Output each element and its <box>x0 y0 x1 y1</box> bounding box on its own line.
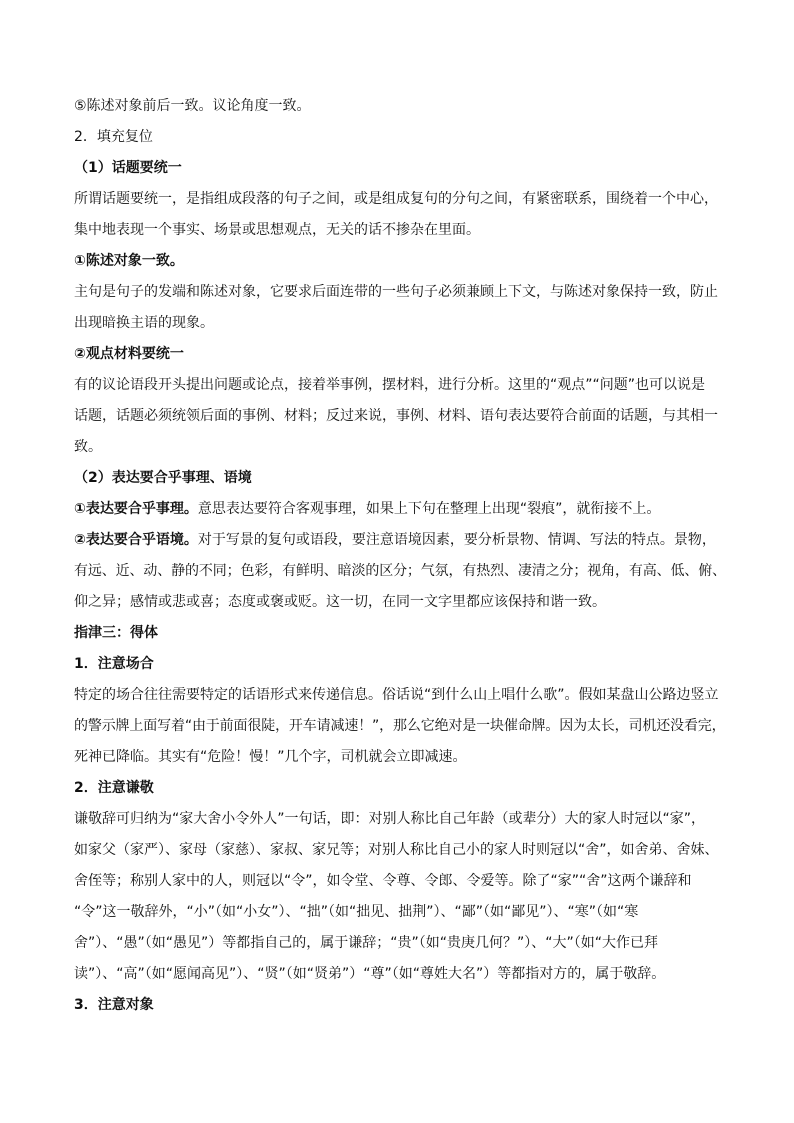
subsection-heading: （2）表达要合乎事理、语境 <box>74 470 252 486</box>
point-label: ①表达要合乎事理。 <box>74 501 198 517</box>
point-text: 意思表达要符合客观事理，如果上下句在整理上出现“裂痕”，就衔接不上。 <box>197 501 661 517</box>
section-heading: 1．注意场合 <box>74 656 154 672</box>
point-heading: ①陈述对象一致。 <box>74 253 184 269</box>
paragraph <box>74 530 726 612</box>
paragraph <box>74 809 726 984</box>
text-line: 特定的场合往往需要特定的话语形式来传递信息。俗话说“到什么山上唱什么歌”。假如某盘山公路边竖立 <box>74 687 719 703</box>
section-heading: 3．注意对象 <box>74 997 154 1013</box>
section-heading: 2．注意谦敬 <box>74 780 154 796</box>
text-line: 读”）、“高”（如“愿闻高见”）、“贤”（如“贤弟”）“尊”（如“尊姓大名”）等都指对方的，属于敬辞。 <box>74 966 666 982</box>
point-text: 对于写景的复句或语段，要注意语境因素，要分析景物、情调、写法的特点。景物， <box>197 532 716 548</box>
text-line: 的警示牌上面写着“由于前面很陡，开车请减速！”，那么它绝对是一块催命牌。因为太长，司机还没看完， <box>74 718 726 734</box>
section-heading: 2．填充复位 <box>74 129 153 145</box>
text-line: 谦敬辞可归纳为“家大舍小令外人”一句话，即：对别人称比自己年龄（或辈分）大的家人时冠以“家”， <box>74 811 706 827</box>
point-label: ②表达要合乎语境。 <box>74 532 198 548</box>
text-line: 出现暗换主语的现象。 <box>74 315 214 331</box>
document-page <box>74 96 726 1015</box>
text-line: 死神已降临。其实有“危险！慢！”几个字，司机就会立即减速。 <box>74 749 467 765</box>
text-line: “令”这一敬辞外，“小”（如“小女”）、“拙”（如“拙见、拙荆”）、“鄙”（如“鄙见”）、“寒”（如“寒 <box>74 904 639 920</box>
text-line: 致。 <box>74 439 102 455</box>
paragraph <box>74 282 726 333</box>
text-line: ⑤陈述对象前后一致。议论角度一致。 <box>74 98 311 114</box>
text-line <box>74 530 726 550</box>
paragraph <box>74 375 726 457</box>
text-line: 主句是句子的发端和陈述对象，它要求后面连带的一些句子必须兼顾上下文，与陈述对象保持一致，防止 <box>74 284 718 300</box>
text-line: 话题，话题必须统领后面的事例、材料；反过来说，事例、材料、语句表达要符合前面的话题，与其相一 <box>74 408 718 424</box>
text-line: 集中地表现一个事实、场景或思想观点，无关的话不掺杂在里面。 <box>74 222 480 238</box>
subsection-heading: （1）话题要统一 <box>74 160 182 176</box>
text-line: 舍侄等；称别人家中的人，则冠以“令”，如令堂、令尊、令郎、令爱等。除了“家”“舍”这两个谦辞和 <box>74 873 692 889</box>
paragraph <box>74 685 726 767</box>
text-line <box>74 499 726 519</box>
text-line: 所谓话题要统一，是指组成段落的句子之间，或是组成复句的分句之间，有紧密联系，围绕着一个中心， <box>74 191 718 207</box>
paragraph <box>74 189 726 240</box>
point-heading: ②观点材料要统一 <box>74 346 184 362</box>
text-line: 仰之异；感情或悲或喜；态度或褒或贬。这一切，在同一文字里都应该保持和谐一致。 <box>74 594 606 610</box>
text-line: 有的议论语段开头提出问题或论点，接着举事例，摆材料，进行分析。这里的“观点”“问题”也可以说是 <box>74 377 706 393</box>
text-line: 有远、近、动、静的不同；色彩，有鲜明、暗淡的区分；气氛，有热烈、凄清之分；视角，有高、低、俯、 <box>74 563 726 579</box>
guide-heading: 指津三：得体 <box>74 625 158 641</box>
text-line: 舍”）、“愚”（如“愚见”）等都指自己的，属于谦辞；“贵”（如“贵庚几何？”）、“大”（如“大作已拜 <box>74 935 659 951</box>
text-line: 如家父（家严）、家母（家慈）、家叔、家兄等；对别人称比自己小的家人时则冠以“舍”，如舍弟、舍妹、 <box>74 842 719 858</box>
